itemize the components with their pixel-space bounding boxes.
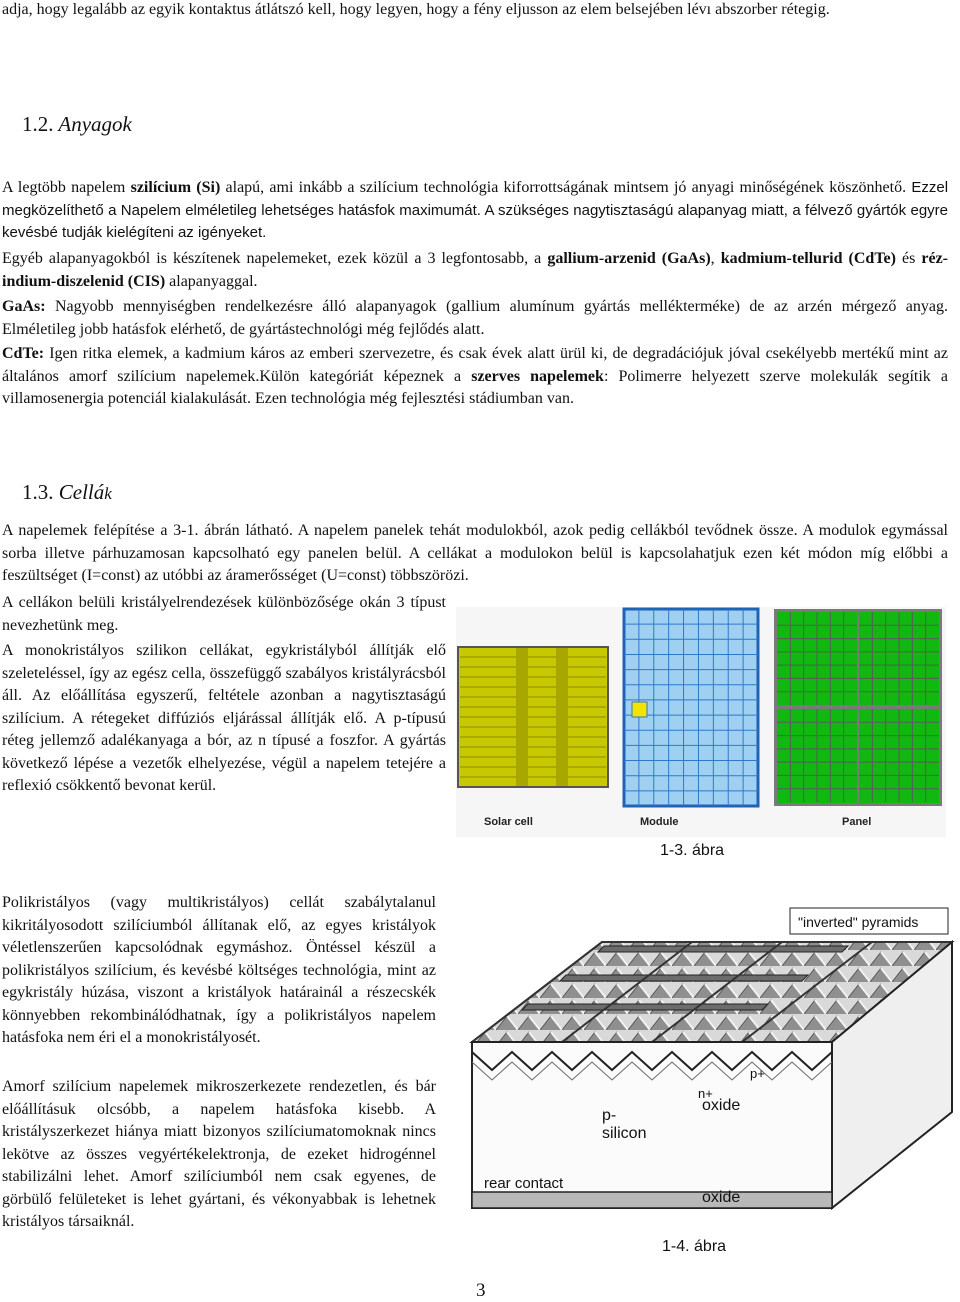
label-oxide-top: oxide bbox=[702, 1097, 741, 1114]
label-inverted-pyramids: "inverted" pyramids bbox=[798, 914, 919, 930]
figure-caption-1-4: 1-4. ábra bbox=[662, 1238, 727, 1255]
label-panel: Panel bbox=[842, 816, 872, 828]
label-module: Module bbox=[640, 816, 679, 828]
figure-inverted-pyramids bbox=[452, 902, 956, 1222]
rear-contact-layer bbox=[472, 1192, 832, 1208]
paragraph-gaas: GaAs: Nagyobb mennyiségben rendelkezésre álló alapanyagok (gallium alumínum gyártás mellékterméke) de az arzén mérgező anyag. Elméletileg jobb hatásfok elérhető, de gyártástechnológi még fejlődés alatt. bbox=[2, 298, 948, 338]
cell-module-panel-illustration bbox=[456, 607, 946, 837]
solar-cell-image bbox=[458, 647, 608, 787]
label-rear-contact: rear contact bbox=[484, 1175, 564, 1192]
inverted-pyramids-illustration bbox=[452, 902, 956, 1222]
label-p-plus: p+ bbox=[750, 1066, 765, 1081]
paragraph-polycrystalline: Polikristályos (vagy multikristályos) cellát szabálytalanul kikritályosodott szilíciumból állítanak elő, az egyes kristályok véletlenszerűen kapcsolódnak egymáshoz. Öntéssel készül a polikristályos szilícium, és kevésbé költséges technológia, mint az egykristály húzása, viszont a kristályok határainál a részecskék könnyebben rekombinálódhatnak, így a polikristályos napelem hatásfoka nem éri el a monokristályosét. bbox=[2, 894, 437, 1046]
figure-solar-cell-module-panel bbox=[456, 607, 946, 837]
label-n-plus: n+ bbox=[698, 1086, 713, 1101]
label-p-minus: p- bbox=[602, 1107, 617, 1124]
figure-caption-1-3: 1-3. ábra bbox=[660, 842, 725, 859]
label-oxide-bottom: oxide bbox=[702, 1189, 741, 1206]
section-heading-1-2: 1.2. Anyagok bbox=[22, 112, 132, 136]
paragraph-monocrystalline: A monokristályos szilikon cellákat, egykristályból állítják elő szeleteléssel, így az egész cella, összefüggő szabályos kristályrácsból áll. Az előállítása egyszerű, feltétele azonban a nagytisztaságú szilícium. A rétegeket diffúziós eljárással állítják elő. A p-típusú réteg jellemző adalékanyaga a bór, az n típusé a foszfor. A gyártás következő lépése a vezetők elhelyezése, végül a napelem tetejére a reflexió csökkentő bevonat kerül. bbox=[2, 642, 447, 794]
paragraph-other-materials: Egyéb alapanyagokból is készítenek napelemeket, ezek közül a 3 legfontosabb, a gallium-arzenid (GaAs), kadmium-tellurid (CdTe) és réz-indium-diszelenid (CIS) alapanyaggal. bbox=[2, 250, 949, 290]
paragraph-amorphous: Amorf szilícium napelemek mikroszerkezete rendezetlen, és bár előállításuk olcsóbb, a napelem hatásfoka kisebb. A kristályszerkezet hiánya miatt bizonyos szilíciumatomoknak nincs lekötve az összes vegyértékelektronja, de ezeket hidrogénnel stabilizálni lehet. Amorf szilíciumból nem csak egyenes, de görbülő felületeket is lehet gyártani, és vékonyabbak is lehetnek kristályos társaiknál. bbox=[2, 1078, 436, 1230]
module-image bbox=[624, 609, 758, 806]
label-solar-cell: Solar cell bbox=[484, 816, 533, 828]
paragraph-cells-structure: A napelemek felépítése a 3-1. ábrán látható. A napelem panelek tehát modulokból, azok pedig cellákból tevődnek össze. A modulok egymással sorba illetve párhuzamosan kapcsolható egy panelen belül. A cellákat a modulokon belül is kapcsolahatjuk ezen két módon míg előbbi a feszültséget (I=const) az utóbbi az áramerősséget (U=const) többszörözi. bbox=[2, 522, 948, 584]
paragraph-cdte: CdTe: Igen ritka elemek, a kadmium káros az emberi szervezetre, és csak évek alatt ürül ki, de degradációjuk jóval csekélyebb mertékű mint az általános amorf szilícium napelemek.Külön kategóriát képeznek a szerves napelemek: Polimerre helyezett szerve molekulák segítik a villamosenergia potenciál kialakulását. Ezen technológia még fejlesztési stádiumban van. bbox=[2, 345, 948, 407]
label-silicon: silicon bbox=[602, 1125, 647, 1142]
page-number: 3 bbox=[476, 1280, 486, 1301]
paragraph-silicon: A legtöbb napelem szilícium (Si) alapú, ami inkább a szilícium technológia kiforrottságának mintsem jó anyagi minőségének köszönhető. Ezzel megközelíthető a Napelem elméletileg lehetséges hatásfok maximumát. A szükséges nagytisztaságú alapanyag miatt, a félvező gyártók egyre kevésbé tudják kielégíteni az igényeket. bbox=[2, 179, 949, 241]
section-heading-1-3: 1.3. Cellák bbox=[22, 480, 112, 504]
panel-image bbox=[774, 609, 942, 806]
paragraph-intro: adja, hogy legalább az egyik kontaktus átlátszó kell, hogy legyen, hogy a fény eljusson az elem belsejében lévı abszorber rétegig. bbox=[2, 1, 830, 18]
paragraph-crystal-types: A cellákon belüli kristályelrendezések különbözősége okán 3 típust nevezhetünk meg. bbox=[2, 594, 446, 634]
